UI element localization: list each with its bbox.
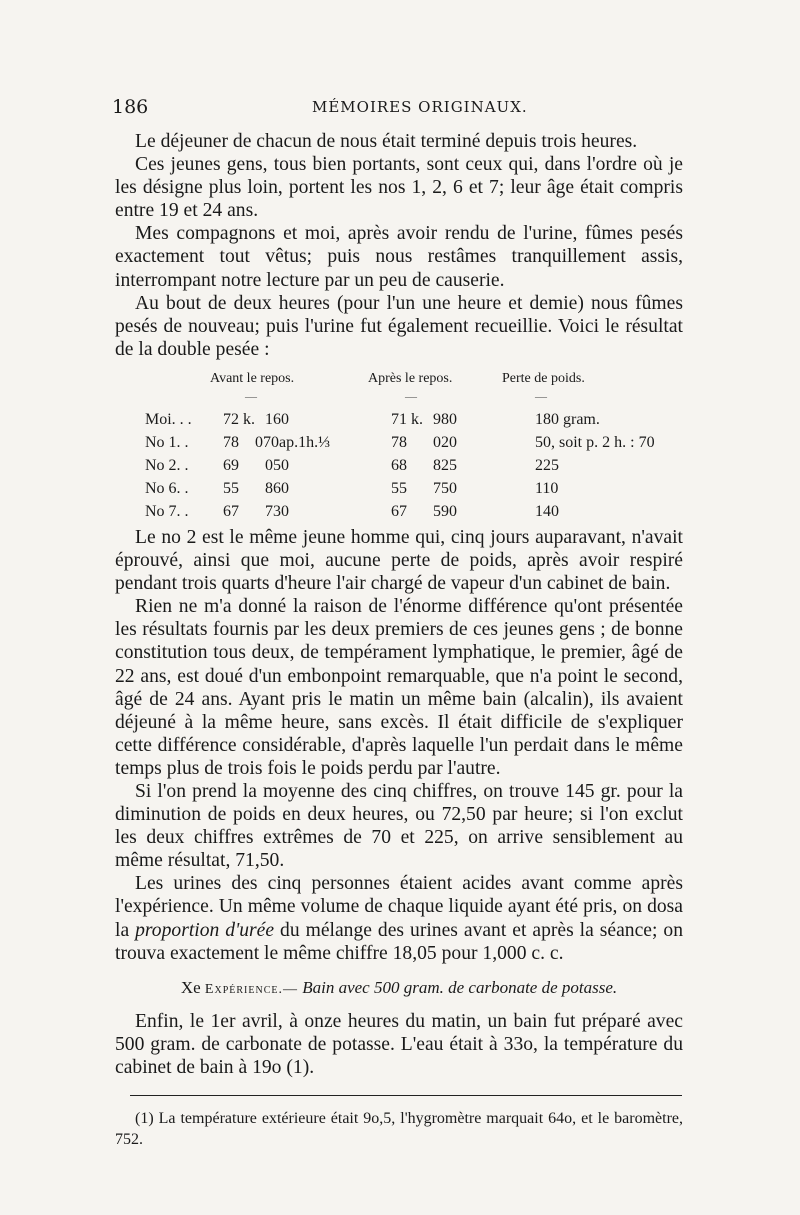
paragraph-text: du mélange des urines avant et après la séance; on trouva exactement le même chiffre 18,05 pour 1,000 c. c. (115, 919, 683, 964)
table-row (115, 431, 683, 453)
paragraph: Le déjeuner de chacun de nous était terminé depuis trois heures. (135, 131, 638, 152)
before-g: 070ap.1h.⅓ (255, 433, 331, 451)
footnote-text: (1) La température extérieure était 9o,5, l'hygromètre marquait 64o, et le baromètre, 752. (115, 1110, 683, 1148)
section-heading (115, 976, 683, 1001)
before-kg: 55 (223, 479, 239, 497)
footnote-rule (130, 1095, 682, 1096)
after-kg: 68 (391, 456, 407, 474)
after-g: 825 (433, 456, 457, 474)
main-text (115, 130, 683, 1079)
after-g: 980 (433, 410, 457, 428)
row-label: No 2. . (145, 456, 189, 474)
table-row (115, 454, 683, 476)
paragraph: Au bout de deux heures (pour l'un une heure et demie) nous fûmes pesés de nouveau; puis l'urine fut également recueillie. Voici le résultat de la double pesée : (115, 292, 683, 360)
paragraph: Le no 2 est le même jeune homme qui, cinq jours auparavant, n'avait éprouvé, ainsi que moi, aucune perte de poids, après avoir respiré pendant trois quarts d'heure l'air chargé de vapeur d'un cabinet de bain. (115, 526, 683, 595)
row-label: No 1. . (145, 433, 189, 451)
table-divider: — (535, 388, 547, 403)
before-kg: 78 (223, 433, 239, 451)
row-label: No 6. . (145, 479, 189, 497)
after-g: 020 (433, 433, 457, 451)
paragraph: Enfin, le 1er avril, à onze heures du matin, un bain fut préparé avec 500 gram. de carbonate de potasse. L'eau était à 33o, la température du cabinet de bain à 19o (1). (115, 1010, 683, 1078)
paragraph: Mes compagnons et moi, après avoir rendu de l'urine, fûmes pesés exactement tout vêtus; puis nous restâmes tranquillement assis, interrompant notre lecture par un peu de causerie. (115, 223, 683, 291)
table-header-after: Après le repos. (368, 370, 453, 386)
loss: 50, soit p. 2 h. : 70 (535, 433, 655, 451)
after-kg: 78 (391, 433, 407, 451)
row-label: No 7. . (145, 502, 189, 520)
paragraph (115, 872, 683, 964)
table-row (115, 500, 683, 522)
loss: 225 (535, 456, 559, 474)
before-kg: 72 k. (223, 410, 255, 428)
before-kg: 69 (223, 456, 239, 474)
table-row (115, 477, 683, 499)
paragraph: Ces jeunes gens, tous bien portants, sont ceux qui, dans l'ordre où je les désigne plus loin, portent les nos 1, 2, 6 et 7; leur âge était compris entre 19 et 24 ans. (115, 154, 683, 222)
paragraph: Si l'on prend la moyenne des cinq chiffres, on trouve 145 gr. pour la diminution de poids en deux heures, ou 72,50 par heure; si l'on exclut les deux chiffres extrêmes de 70 et 225, on arrive sensiblement au même résultat, 71,50. (115, 780, 683, 872)
italic-phrase: proportion d'urée (135, 919, 275, 941)
loss: 180 gram. (535, 410, 600, 428)
section-title: Bain avec 500 gram. de carbonate de potasse. (302, 977, 618, 997)
loss: 140 (535, 502, 559, 520)
before-kg: 67 (223, 502, 239, 520)
after-kg: 71 k. (391, 410, 423, 428)
paragraph-text: Les urines des cinq personnes étaient acides avant comme après l'expérience. Un même volume de chaque liquide ayant été pris, on dosa la (115, 873, 683, 941)
weights-table (115, 361, 683, 526)
footnote (115, 1108, 683, 1150)
paragraph: Rien ne m'a donné la raison de l'énorme différence qu'ont présentée les résultats fournis par les deux premiers de ces jeunes gens ; de bonne constitution tous deux, de tempérament lymphatique, le premier, âgé de 22 ans, est doué d'un embonpoint remarquable, que n'a point le second, âgé de 24 ans. Ayant pris le matin un même bain (alcalin), ils avaient déjeuné à la même heure, sans excès. Il était difficile de s'expliquer cette différence considérable, d'après laquelle l'un perdait dans le même temps plus de trois fois le poids perdu par l'autre. (115, 596, 683, 779)
before-g: 160 (265, 410, 289, 428)
after-kg: 67 (391, 502, 407, 520)
page-header (112, 96, 678, 122)
table-divider: — (405, 388, 417, 403)
after-g: 750 (433, 479, 457, 497)
after-kg: 55 (391, 479, 407, 497)
table-row (115, 408, 683, 430)
row-label: Moi. . . (145, 410, 192, 428)
loss: 110 (535, 479, 559, 497)
page-number: 186 (112, 96, 149, 118)
before-g: 050 (265, 456, 289, 474)
before-g: 860 (265, 479, 289, 497)
section-label: Expérience.— (204, 981, 298, 997)
running-title: MÉMOIRES ORIGINAUX. (312, 98, 528, 116)
before-g: 730 (265, 502, 289, 520)
table-header-before: Avant le repos. (210, 370, 295, 386)
after-g: 590 (433, 502, 457, 520)
table-header-loss: Perte de poids. (502, 370, 585, 386)
section-number: Xe (180, 977, 201, 997)
table-divider: — (245, 388, 257, 403)
